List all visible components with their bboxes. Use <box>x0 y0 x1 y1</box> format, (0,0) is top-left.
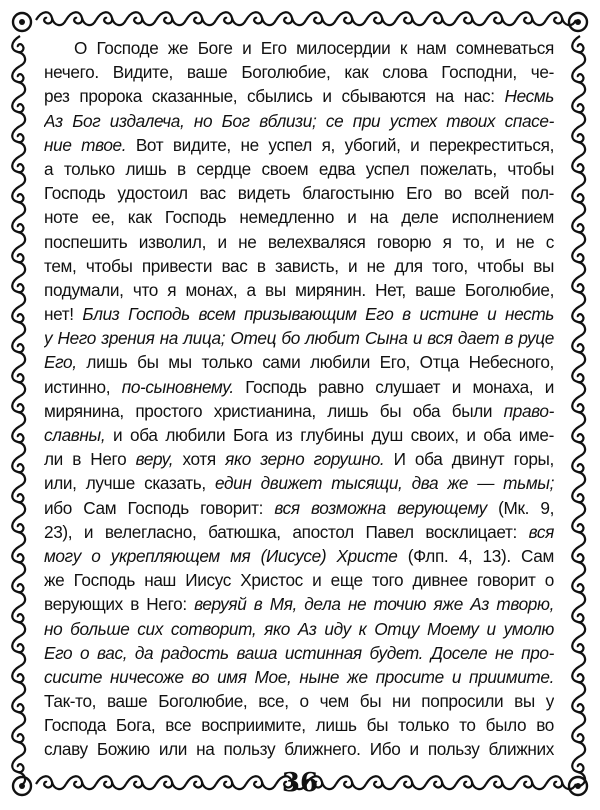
text-line: Так-то, ваше Боголюбие, все, о чем бы ни попросили вы у <box>44 691 554 712</box>
text-line: а только лишь в сердце своем едва успел пожелать, чтобы <box>44 158 554 179</box>
text-line: сисите ничесоже во имя Мое, ныне же просите и приимите. <box>44 666 554 687</box>
text-line: славу Божию или на пользу ближнего. Ибо и пользу ближних <box>44 739 554 760</box>
text-line: Господа Бога, все восприимите, лишь бы только то было во <box>44 715 554 736</box>
text-line: поспешить изволил, и не велехваляся говорю я то, и не с <box>44 231 554 252</box>
main-text <box>44 36 554 760</box>
text-line: подумали, что я монах, а вы мирянин. Нет, ваше Боголюбие, <box>44 279 554 300</box>
text-line: 23), и велегласно, батюшка, апостол Павел восклицает: вся <box>44 521 554 542</box>
text-line: верующих в Него: веруяй в Мя, дела не точию яже Аз творю, <box>44 594 554 615</box>
text-line: Его, лишь бы мы только сами любили Его, Отца Небесного, <box>44 352 554 373</box>
text-line: же Господь наш Иисус Христос и еще того дивнее говорит о <box>44 570 554 591</box>
text-line: рез пророка сказанные, сбылись и сбываются на нас: Несмь <box>44 86 554 107</box>
text-line: истинно, по-сыновнему. Господь равно слушает и монаха, и <box>44 376 554 397</box>
text-line: ибо Сам Господь говорит: вся возможна верующему (Мк. 9, <box>44 497 554 518</box>
text-line: славны, и оба любили Бога из глубины душ своих, и оба име- <box>44 425 554 445</box>
text-line: могу о укрепляющем мя (Иисусе) Христе (Флп. 4, 13). Сам <box>44 545 554 566</box>
text-line: О Господе же Боге и Его милосердии к нам сомневаться <box>74 38 554 58</box>
text-line: у Него зрения на лица; Отец бо любит Сына и вся дает в руце <box>44 328 554 349</box>
text-line: но больше сих сотворит, яко Аз иду к Отцу Моему и умолю <box>44 618 554 639</box>
text-line: Господь удостоил вас видеть благостыню Его во всей пол- <box>44 183 554 204</box>
page-number: 36 <box>281 768 319 798</box>
text-line: или, лучше сказать, един движет тысящи, два же — тьмы; <box>44 473 554 494</box>
text-line: нечего. Видите, ваше Боголюбие, как слова Господни, че- <box>44 62 554 83</box>
text-line: Его о вас, да радость ваша истинная будет. Доселе не про- <box>44 642 554 663</box>
text-line: нет! Близ Господь всем призывающим Его в истине и несть <box>44 304 554 325</box>
text-line: Аз Бог издалеча, но Бог вблизи; се при устех твоих спасе- <box>44 110 554 131</box>
text-line: ноте ее, как Господь немедленно и на деле исполнением <box>44 207 554 228</box>
text-line: тем, чтобы привести вас в зависть, и не для того, чтобы вы <box>44 255 554 276</box>
text-line: мирянина, простого христианина, лишь бы оба были право- <box>44 400 554 421</box>
text-line: ние твое. Вот видите, не успел я, убогий, и перекреститься, <box>44 134 554 155</box>
text-line: ли в Него веру, хотя яко зерно горушно. И оба двинут горы, <box>44 449 554 470</box>
